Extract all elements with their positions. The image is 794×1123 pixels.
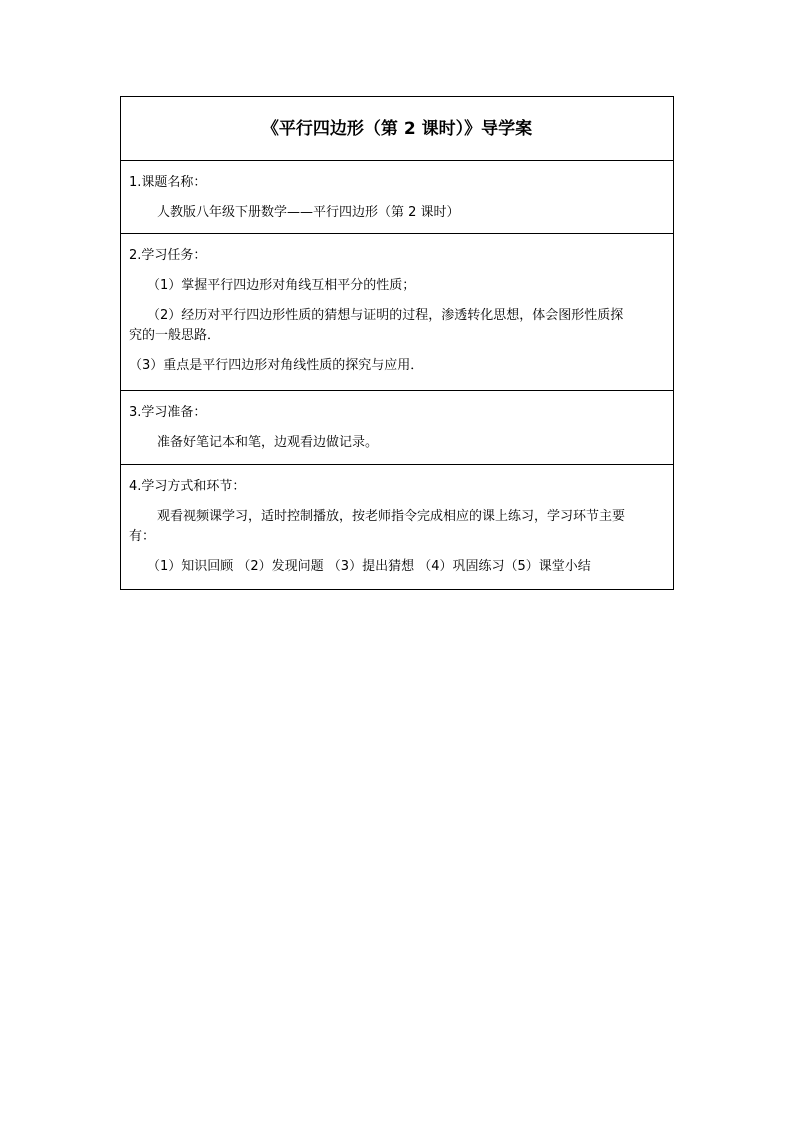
section-topic (121, 160, 673, 233)
section-tasks-line-4: （3）重点是平行四边形对角线性质的探究与应用． (129, 358, 424, 373)
section-topic-heading: 1.课题名称： (129, 175, 207, 190)
lesson-plan-table (120, 96, 674, 590)
section-tasks-line-3: 究的一般思路． (129, 328, 221, 343)
section-preparation-heading: 3.学习准备： (129, 405, 207, 420)
section-tasks-line-2: （2）经历对平行四边形性质的猜想与证明的过程，渗透转化思想，体会图形性质探 (147, 308, 624, 323)
section-tasks-heading: 2.学习任务： (129, 248, 207, 263)
section-methods (121, 464, 673, 589)
section-methods-line-3: （1）知识回顾 （2）发现问题 （3）提出猜想 （4）巩固练习（5）课堂小结 (147, 559, 591, 574)
section-methods-line-2: 有： (129, 529, 156, 544)
document-title-row (121, 97, 673, 160)
section-tasks-line-1: （1）掌握平行四边形对角线互相平分的性质； (147, 278, 416, 293)
section-preparation (121, 390, 673, 464)
section-preparation-line-1: 准备好笔记本和笔，边观看边做记录。 (157, 435, 379, 450)
section-methods-heading: 4.学习方式和环节： (129, 479, 246, 494)
section-topic-line-1: 人教版八年级下册数学——平行四边形（第 2 课时） (157, 205, 460, 220)
section-methods-line-1: 观看视频课学习，适时控制播放，按老师指令完成相应的课上练习，学习环节主要 (157, 509, 626, 524)
document-title: 《平行四边形（第 2 课时）》导学案 (261, 118, 533, 139)
section-tasks (121, 233, 673, 390)
